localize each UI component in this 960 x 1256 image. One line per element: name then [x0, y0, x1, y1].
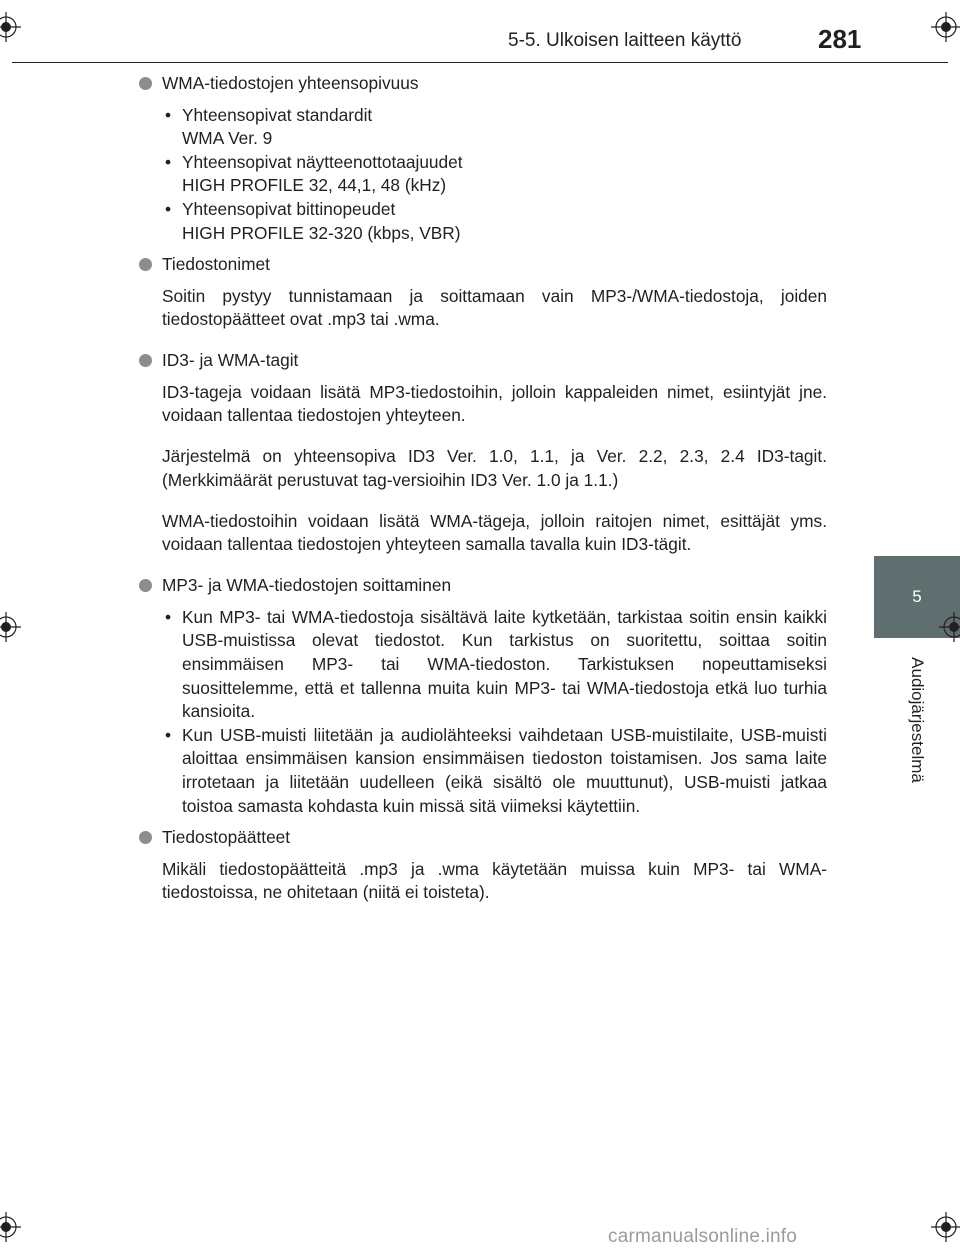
- section-heading: ID3- ja WMA-tagit: [139, 349, 827, 373]
- paragraph: Soitin pystyy tunnistamaan ja soittamaan vain MP3-/WMA-tiedostoja, joiden tiedostopäätteet ovat .mp3 tai .wma.: [162, 285, 827, 330]
- bullet-item: [162, 151, 827, 198]
- bullet-item: [162, 104, 827, 151]
- chapter-number: 5: [912, 587, 922, 606]
- bullet-text: Kun MP3- tai WMA-tiedostoja sisältävä laite kytketään, tarkistaa soitin ensin kaikki USB-muistissa olevat tiedostot. Kun tarkistus on suoritettu, soittaa soitin ensimmäisen MP3- tai WMA-tiedoston. Tarkistuksen nopeuttamiseksi suosittelemme, että et tallenna muita kuin MP3- tai WMA-tiedostoja etkä luo turhia kansioita.: [182, 606, 827, 722]
- section: [139, 826, 827, 905]
- registration-mark-icon: [939, 612, 960, 642]
- watermark: carmanualsonline.info: [608, 1226, 798, 1247]
- chapter-label: Audiojärjestelmä: [908, 657, 927, 783]
- bullet-subtext: HIGH PROFILE 32, 44,1, 48 (kHz): [182, 175, 447, 196]
- bullet-text: Yhteensopivat standardit: [182, 104, 373, 125]
- registration-mark-icon: [0, 1212, 21, 1242]
- bullet-text: Yhteensopivat bittinopeudet: [182, 198, 396, 219]
- bullet-list: [139, 606, 827, 818]
- section: [139, 253, 827, 332]
- bullet-list: [139, 104, 827, 246]
- section-heading: Tiedostopäätteet: [139, 826, 827, 850]
- paragraph: WMA-tiedostoihin voidaan lisätä WMA-tägeja, jolloin raitojen nimet, esittäjät yms. voidaan tallentaa tiedostojen yhteyteen samalla tavalla kuin ID3-tägit.: [162, 510, 827, 555]
- section-title: 5-5. Ulkoisen laitteen käyttö: [508, 30, 742, 51]
- section-heading: WMA-tiedostojen yhteensopivuus: [139, 72, 827, 96]
- bullet-subtext: HIGH PROFILE 32-320 (kbps, VBR): [182, 222, 461, 243]
- section-heading: Tiedostonimet: [139, 253, 827, 277]
- section: [139, 574, 827, 818]
- bullet-item: [162, 198, 827, 245]
- bullet-item: [162, 606, 827, 724]
- registration-mark-icon: [0, 612, 21, 642]
- registration-mark-icon: [0, 12, 21, 42]
- registration-mark-icon: [931, 12, 960, 42]
- main-content: [139, 72, 827, 922]
- bullet-item: [162, 724, 827, 818]
- page-number: 281: [818, 24, 862, 54]
- registration-mark-icon: [931, 1212, 960, 1242]
- section: [139, 72, 827, 245]
- paragraph: Mikäli tiedostopäätteitä .mp3 ja .wma käytetään muissa kuin MP3- tai WMA-tiedostoissa, ne ohitetaan (niitä ei toisteta).: [162, 858, 827, 903]
- bullet-subtext: WMA Ver. 9: [182, 128, 273, 149]
- header-rule: [12, 62, 948, 63]
- paragraph: ID3-tageja voidaan lisätä MP3-tiedostoihin, jolloin kappaleiden nimet, esiintyjät jne. voidaan tallentaa tiedostojen yhteyteen.: [162, 381, 827, 426]
- section: [139, 349, 827, 557]
- section-heading: MP3- ja WMA-tiedostojen soittaminen: [139, 574, 827, 598]
- bullet-text: Yhteensopivat näytteenottotaajuudet: [182, 151, 463, 172]
- bullet-text: Kun USB-muisti liitetään ja audiolähteeksi vaihdetaan USB-muistilaite, USB-muisti aloittaa ensimmäisen kansion ensimmäisen tiedoston toistamisen. Jos sama laite irrotetaan ja liitetään uudelleen (eikä sisältö ole muuttunut), USB-muisti jatkaa toistoa samasta kohdasta kuin missä sitä viimeksi käytettiin.: [182, 724, 827, 816]
- paragraph: Järjestelmä on yhteensopiva ID3 Ver. 1.0, 1.1, ja Ver. 2.2, 2.3, 2.4 ID3-tagit. (Merkkimäärät perustuvat tag-versioihin ID3 Ver. 1.0 ja 1.1.): [162, 446, 827, 490]
